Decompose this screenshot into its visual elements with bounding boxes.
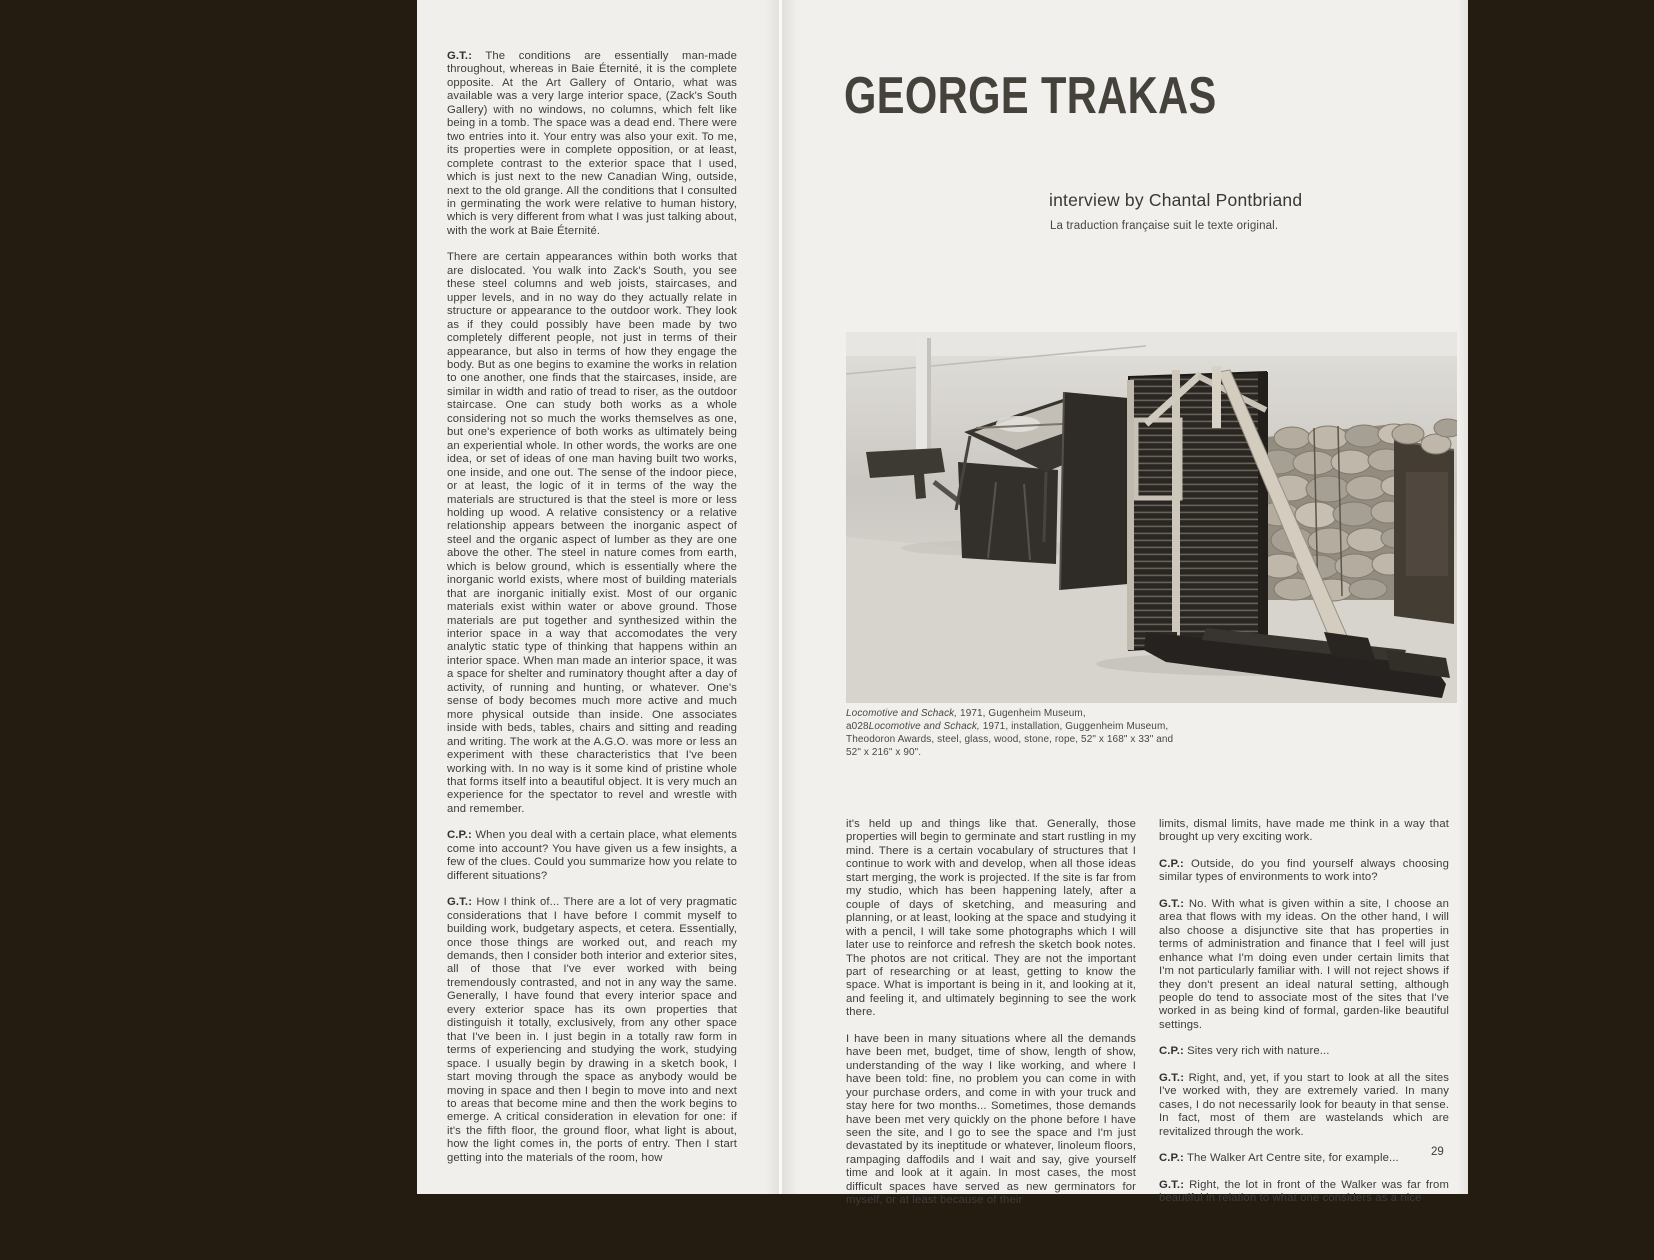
speaker-label: G.T.: [1159, 1178, 1185, 1191]
paragraph: G.T.: The conditions are essentially man-made throughout, whereas in Baie Éternité, it is the complete opposite. At the Art Gallery of Ontario, what was available was a very large interior space, (Zack's South Gallery) with no windows, no columns, which felt like being in a tomb. The space was a dead end. There were two entries into it. Your entry was also your exit. To me, its properties were in complete opposition, or at least, complete contrast to the exterior space that I used, which is just next to the new Canadian Wing, outside, next to the old grange. All the conditions that I consulted in germinating the work were relative to human history, which is very different from what I was just talking about, with the work at Baie Éternité. [447, 50, 737, 237]
caption-line [846, 733, 1326, 746]
paragraph: it's held up and things like that. Generally, those properties will begin to germinate and start rustling in my mind. There is a certain vocabulary of structures that I continue to work with and develop, when all those ideas start merging, the work is projected. If the site is far from my studio, which has been happening lately, after a couple of days of sketching, and measuring and planning, or at least, looking at the space and studying it with a pencil, I will take some photographs which I will later use to reinforce and refresh the sketch book notes. The photos are not critical. They are not the important part of researching or at least, getting to know the space. What is important is being in it, and looking at it, and feeling it, and ultimately beginning to see the work there. [846, 818, 1136, 1019]
article-columns [846, 818, 1453, 1208]
article-column-two [1159, 818, 1449, 1208]
speaker-label: G.T.: [1159, 897, 1185, 910]
article-column-one [846, 818, 1136, 1208]
caption-line [846, 746, 1326, 759]
caption-text: a028 [846, 721, 869, 732]
caption-text: Theodoron Awards, steel, glass, wood, stone, rope, 52" x 168" x 33" and [846, 734, 1174, 745]
paragraph: C.P.: Outside, do you find yourself always choosing similar types of environments to work into? [1159, 857, 1449, 884]
caption-artwork-title: Locomotive and Schack, [846, 708, 958, 719]
paragraph: C.P.: Sites very rich with nature... [1159, 1045, 1330, 1058]
paragraph: G.T.: How I think of... There are a lot of very pragmatic considerations that I have before I commit myself to building work, budgetary aspects, et cetera. Essentially, once those things are worked out, and reach my demands, then I consider both interior and exterior sites, all of those that I've ever worked with being tremendously contrasted, and not in any way the same. Generally, I have found that every interior space and every exterior space has its own properties that distinguish it totally, exclusively, from any other space that I've been in. I just begin in a totally raw form in terms of experiencing and studying the work, studying space. I usually begin by drawing in a sketch book, I start moving through the space as anybody would be moving in space and then I begin to move into and next to areas that become mine and then the work begins to emerge. A critical consideration in elevation for one: if it's the fifth floor, the ground floor, what light is about, how the light comes in, the ports of entry. Then I start getting into the materials of the room, how [447, 896, 737, 1164]
paragraph: G.T.: Right, and, yet, if you start to look at all the sites I've worked with, they are extremely varied. In many cases, I do not necessarily look for beauty in that sense. In fact, most of them are wastelands which are revitalized through the work. [1159, 1071, 1449, 1138]
paragraph: There are certain appearances within both works that are dislocated. You walk into Zack's South, you see these steel columns and web joists, staircases, and upper levels, and in no way do they actually relate in structure or appearance to the outdoor work. They look as if they could possibly have been made by two completely different people, not just in terms of their appearance, but also in terms of how they engage the body. But as one begins to examine the works in relation to one another, one finds that the staircases, inside, are similar in width and ratio of tread to riser, as the outdoor staircase. One can study both works as a whole considering not so much the works themselves as one, but one's experience of both works as ultimately being an experiential whole. In other words, the works are one idea, or set of ideas of one man having built two works, one inside, and one out. The sense of the indoor piece, or at least, the logic of it in terms of the way the materials are structured is that the steel is more or less holding up wood. A relative consistency or a relative relationship appears between the inorganic aspect of steel and the organic aspect of lumber as they are one above the other. The steel in nature comes from earth, which is below ground, which is essentially where the inorganic world exists, where most of building materials that are inorganic initially exist. Most of our organic materials exist within water or above ground. Those materials are put together and synthesized within the interior space in a way that accomodates the very analytic static type of thinking that happens within an interior space. When man made an interior space, it was a space for shelter and ruminatory thought after a day of activity, of running and hunting, or whatever. One's sense of body becomes much more active and much more physical outside than inside. One associates inside with beds, tables, chairs and sitting and reading and writing. The work at the A.G.O. was more or less an experiment with these characteristics that I've been working with. In no way is it some kind of pristine whole that forms itself into a beautiful object. It is very much an experience for the spectator to revel and wrestle with and remember. [447, 251, 737, 815]
article-byline: interview by Chantal Pontbriand [1049, 190, 1303, 210]
speaker-label: C.P.: [1159, 857, 1184, 870]
caption-text: 1971, Gugenheim Museum, [957, 708, 1086, 719]
page-number: 29 [1431, 1146, 1444, 1158]
paragraph: G.T.: Right, the lot in front of the Walker was far from beautiful in relation to what one considers as a nice [1159, 1178, 1449, 1204]
caption-line [846, 707, 1326, 720]
magazine-spread [417, 0, 1468, 1207]
translation-note: La traduction française suit le texte original. [1050, 220, 1279, 232]
paragraph: I have been in many situations where all the demands have been met, budget, time of show, length of show, understanding of the way I like working, and where I have been told: fine, no problem you can come in with your purchase orders, and come in with your truck and stay here for two months... Sometimes, those demands have been met very quickly on the phone before I have seen the site, and I go to see the space and I'm just devastated by its ineptitude or whatever, linoleum floors, rampaging daffodils and I wait and say, give yourself time and look at it again. In most cases, the most difficult spaces have served as new germinators for myself, or at least because of their [846, 1032, 1136, 1207]
paragraph: G.T.: No. With what is given within a site, I choose an area that flows with my ideas. On the other hand, I will also choose a disjunctive site that has properties in terms of administration and finance that I feel will just enhance what I'm doing even under certain limits that I'm not particularly familiar with. I will not reject shows if they don't present an ideal natural setting, although people do tend to associate most of the sites that I've worked in as being kind of formal, garden-like beautiful settings. [1159, 897, 1449, 1031]
article-headline: GEORGE TRAKAS [844, 67, 1217, 125]
speaker-label: G.T.: [447, 50, 473, 62]
speaker-label: G.T.: [447, 896, 473, 909]
installation-photo [846, 332, 1457, 703]
photo-caption [846, 707, 1326, 759]
caption-text: 52" x 216" x 90". [846, 747, 922, 758]
paragraph: C.P.: When you deal with a certain place, what elements come into account? You have given us a few insights, a few of the clues. Could you summarize how you relate to different situations? [447, 829, 737, 882]
paragraph: C.P.: The Walker Art Centre site, for example... [1159, 1152, 1399, 1165]
installation-photo-graphic [846, 332, 1457, 703]
speaker-label: C.P.: [1159, 1045, 1184, 1058]
paragraph: limits, dismal limits, have made me think in a way that brought up very exciting work. [1159, 818, 1449, 844]
speaker-label: C.P.: [1159, 1152, 1184, 1165]
left-page [417, 0, 779, 1194]
caption-artwork-title: Locomotive and Schack, [868, 721, 980, 732]
right-page [782, 0, 1468, 1207]
speaker-label: C.P.: [447, 829, 472, 842]
left-page-column [447, 50, 737, 1165]
speaker-label: G.T.: [1159, 1071, 1185, 1084]
caption-line [846, 720, 1326, 733]
caption-text: 1971, installation, Guggenheim Museum, [979, 721, 1169, 732]
